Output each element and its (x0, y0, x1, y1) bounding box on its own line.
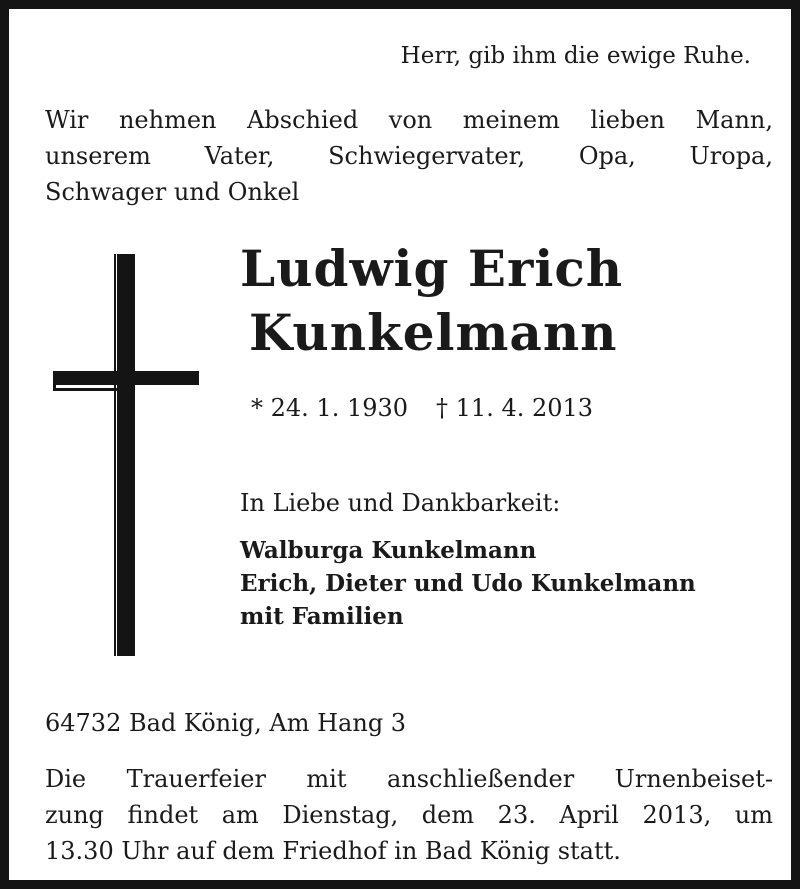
funeral-info (45, 761, 773, 869)
intro-line: Schwager und Onkel (45, 178, 300, 206)
funeral-line: Die Trauerfeier mit anschließender Urnenbeiset- (45, 765, 773, 793)
name-first-line: Ludwig Erich (240, 239, 624, 298)
deceased-name (240, 237, 623, 365)
funeral-line: zung findet am Dienstag, dem 23. April 2013, um (45, 801, 773, 829)
mourners-list (240, 534, 696, 633)
life-dates (251, 394, 593, 422)
mourner-line: mit Familien (240, 603, 404, 630)
death-date: † 11. 4. 2013 (436, 394, 594, 422)
mourner-line: Walburga Kunkelmann (240, 537, 537, 564)
name-last-line: Kunkelmann (249, 303, 618, 362)
latin-cross-icon (53, 254, 199, 656)
mourner-line: Erich, Dieter und Udo Kunkelmann (240, 570, 696, 597)
intro-line: unserem Vater, Schwiegervater, Opa, Uropa, (45, 142, 773, 170)
thanks-line: In Liebe und Dankbarkeit: (240, 489, 561, 517)
address: 64732 Bad König, Am Hang 3 (45, 709, 407, 737)
funeral-line: 13.30 Uhr auf dem Friedhof in Bad König statt. (45, 837, 621, 865)
motto: Herr, gib ihm die ewige Ruhe. (400, 43, 751, 69)
intro-line: Wir nehmen Abschied von meinem lieben Mann, (45, 106, 773, 134)
intro-text (45, 102, 773, 210)
birth-date: * 24. 1. 1930 (251, 394, 409, 422)
